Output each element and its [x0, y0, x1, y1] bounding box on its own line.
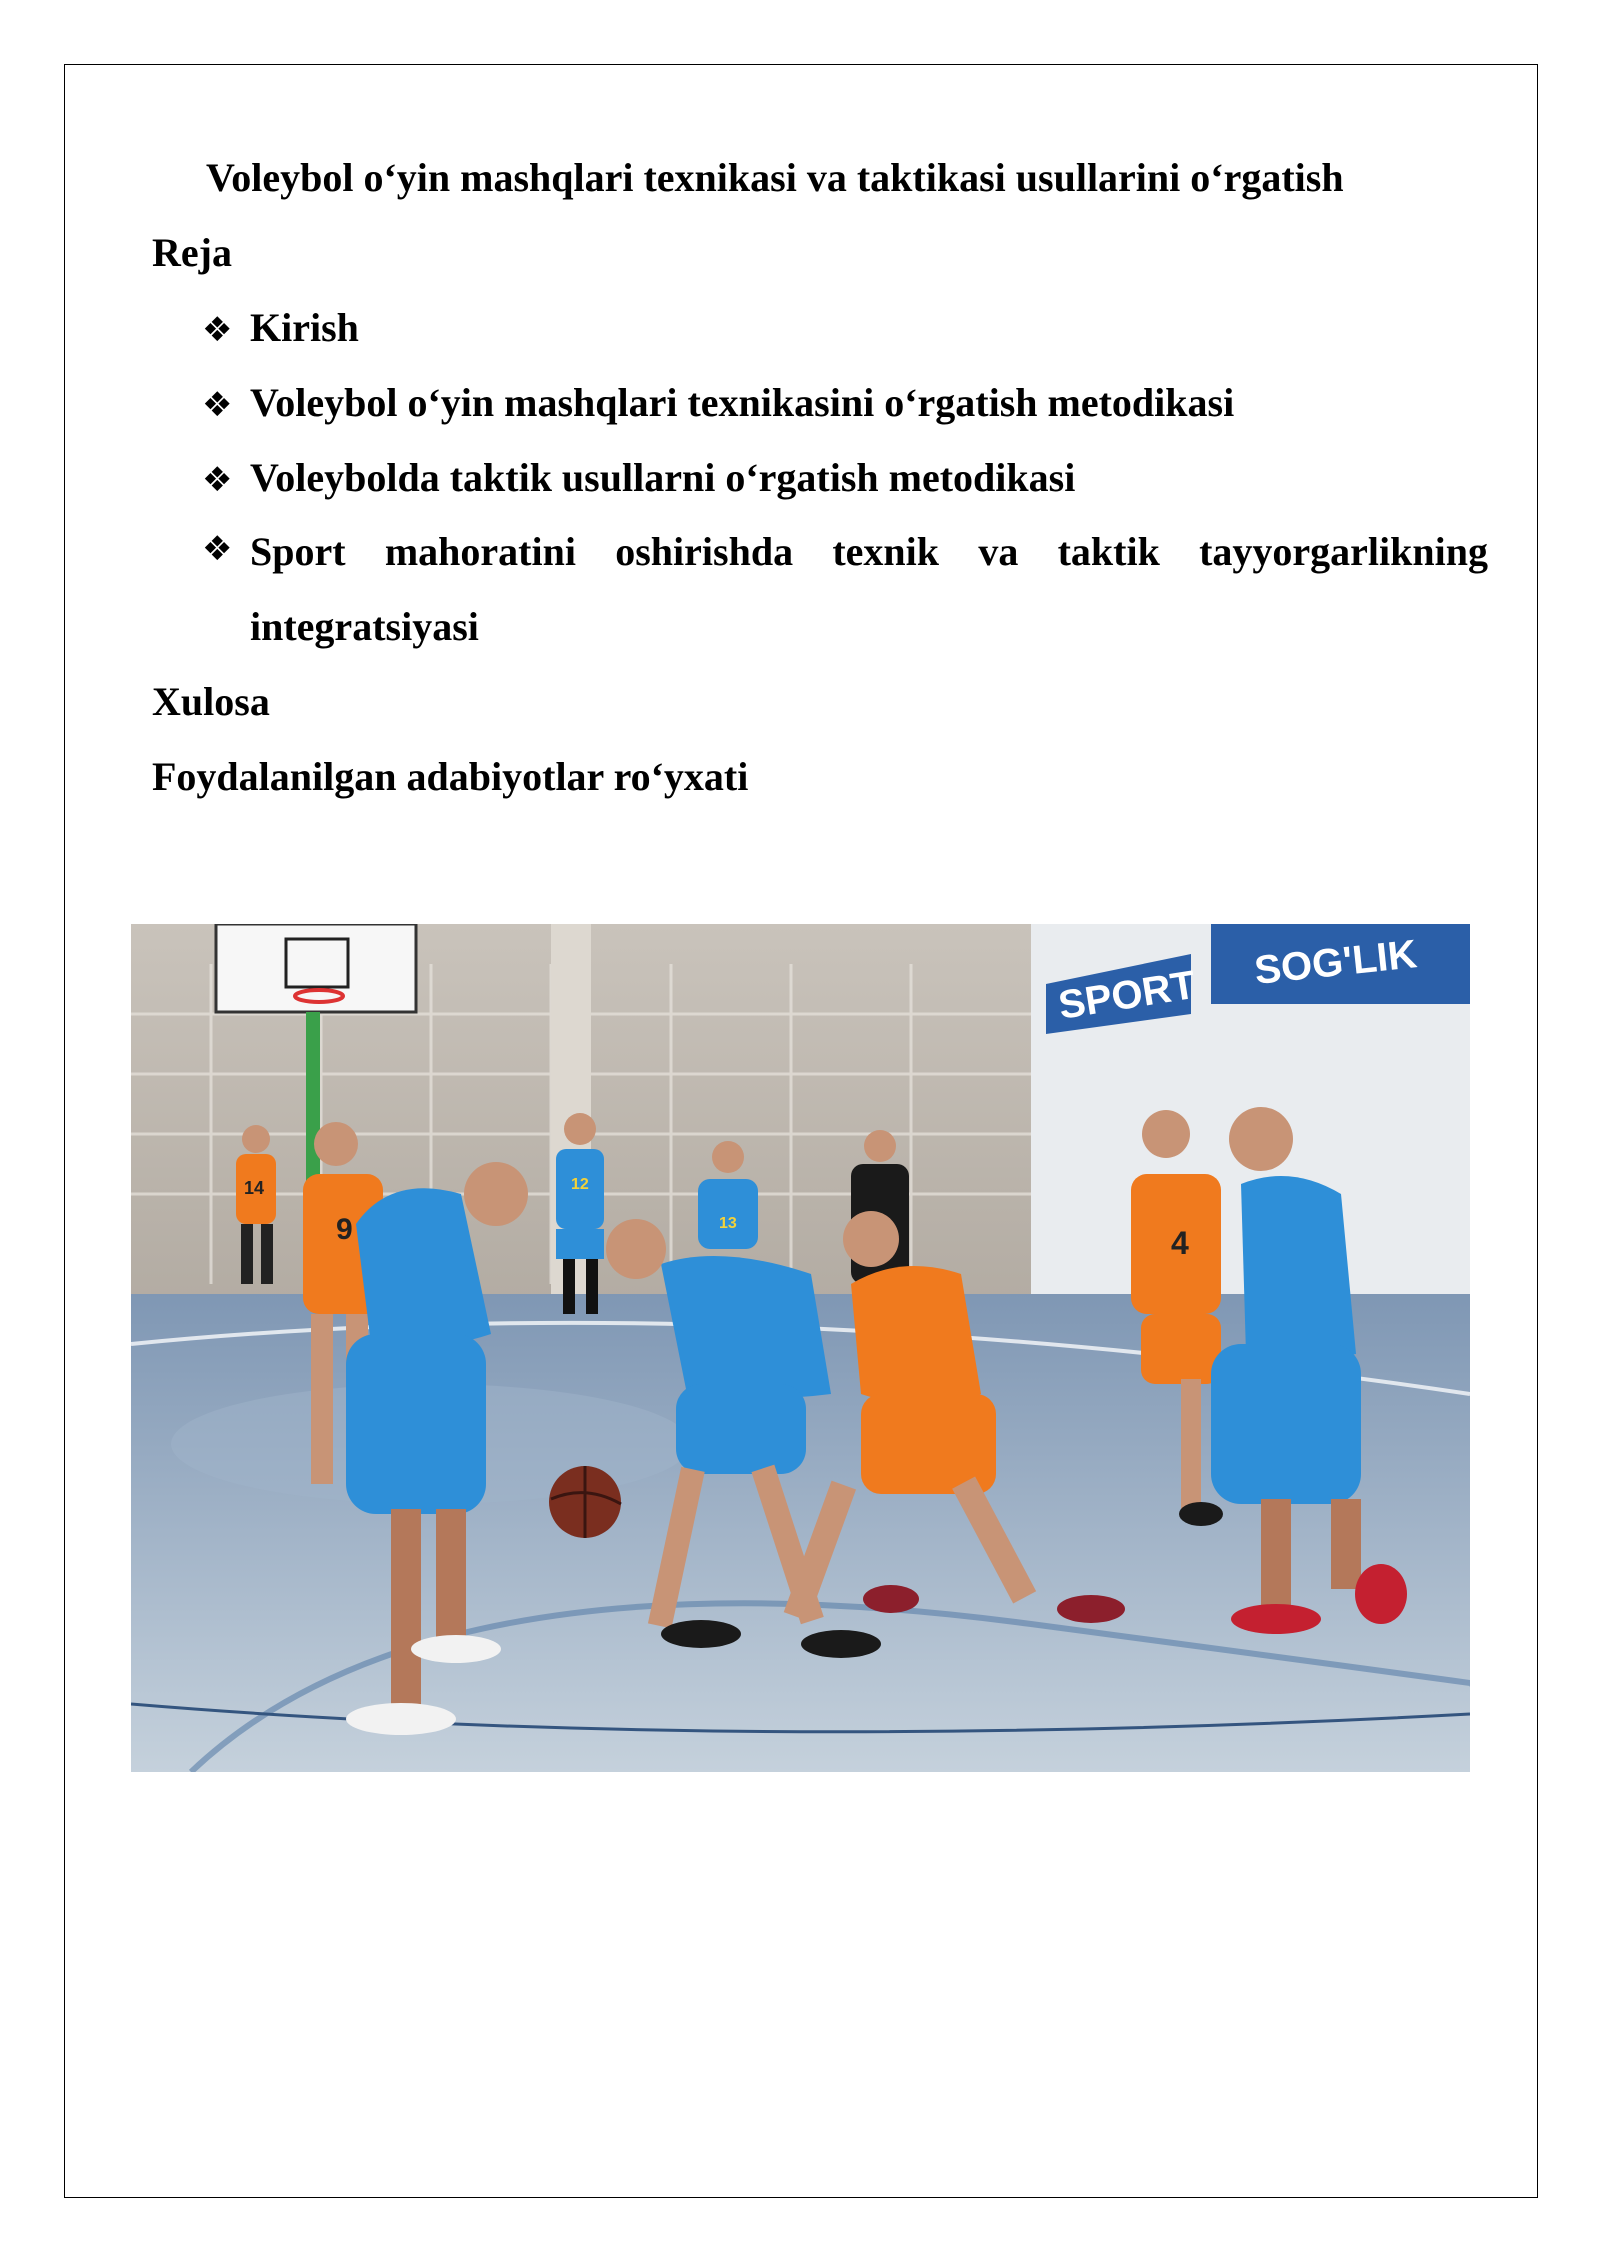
svg-text:12: 12 [571, 1176, 589, 1193]
word: mahoratini [384, 529, 576, 574]
plan-item-integration-line2: integratsiyasi [250, 604, 479, 649]
basketball-game-photo [131, 924, 1470, 1772]
bullet-icon: ❖ [202, 460, 233, 500]
word: va [978, 529, 1019, 574]
plan-item-integration [202, 529, 250, 569]
plan-item-label: Voleybol o‘yin mashqlari texnikasini o‘rgatish metodikasi [250, 380, 1235, 425]
plan-item-intro [202, 305, 359, 350]
plan-item-integration-line1 [250, 529, 1488, 574]
plan-item-label: Voleybolda taktik usullarni o‘rgatish metodikasi [250, 455, 1076, 500]
bullet-icon: ❖ [202, 529, 233, 569]
document-title: Voleybol o‘yin mashqlari texnikasi va taktikasi usullarini o‘rgatish [206, 155, 1344, 200]
plan-item-tactics [202, 455, 1076, 500]
bullet-icon: ❖ [202, 310, 233, 350]
word: Sport [250, 529, 346, 574]
backboard [216, 924, 416, 1012]
plan-item-technique [202, 380, 1235, 425]
word: oshirishda [615, 529, 794, 574]
plan-item-label: Kirish [250, 305, 359, 350]
word: tayyorgarlikning [1199, 529, 1488, 574]
word: taktik [1057, 529, 1160, 574]
conclusion-heading: Xulosa [152, 679, 270, 724]
word: texnik [832, 529, 940, 574]
svg-text:4: 4 [1171, 1225, 1189, 1261]
references-heading: Foydalanilgan adabiyotlar ro‘yxati [152, 754, 749, 799]
banner-left-text: SPORT [1055, 962, 1199, 1028]
banner-right-text: SOG'LIK [1252, 932, 1419, 993]
plan-heading: Reja [152, 230, 232, 275]
bullet-icon: ❖ [202, 385, 233, 425]
svg-text:14: 14 [244, 1178, 265, 1198]
svg-text:13: 13 [719, 1215, 737, 1232]
svg-text:9: 9 [336, 1213, 353, 1246]
